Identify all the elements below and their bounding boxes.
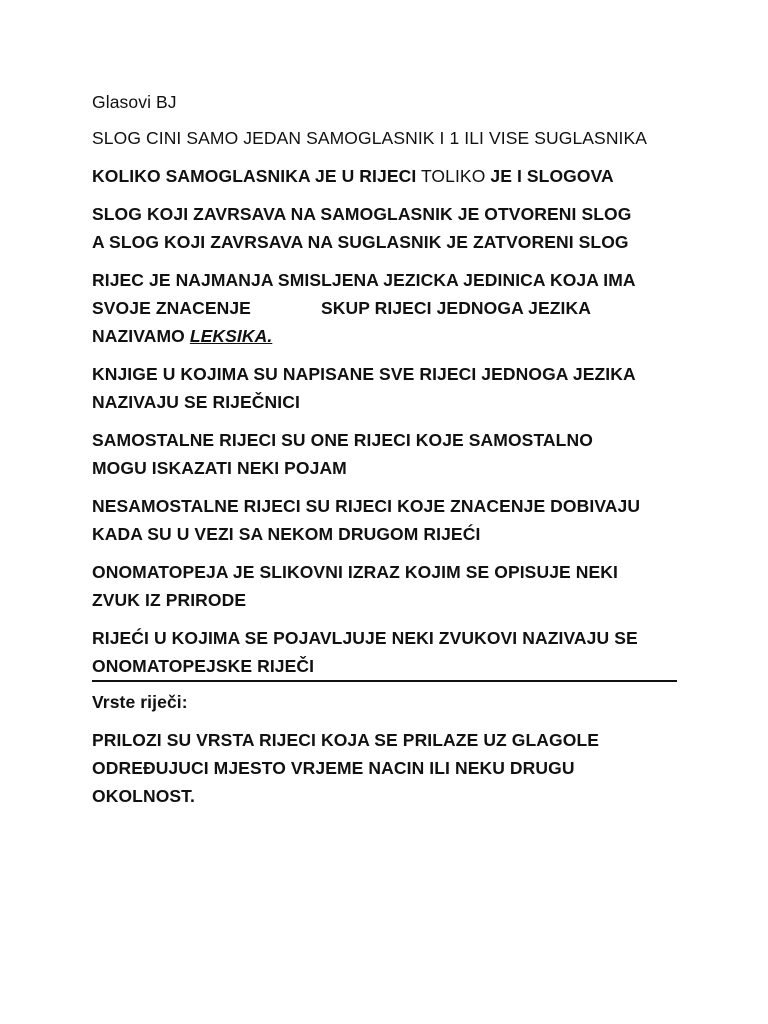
paragraph-line: A SLOG KOJI ZAVRSAVA NA SUGLASNIK JE ZATVORENI SLOG [92, 232, 629, 252]
paragraph-line: ZVUK IZ PRIRODE [92, 590, 247, 610]
paragraph-syllable-count [92, 162, 692, 190]
paragraph-text-bold-c: JE I SLOGOVA [490, 166, 614, 186]
paragraph-line: NESAMOSTALNE RIJECI SU RIJECI KOJE ZNACENJE DOBIVAJU [92, 496, 641, 516]
paragraph-line: NAZIVAMO [92, 326, 185, 346]
paragraph-line: RIJEC JE NAJMANJA SMISLJENA JEZICKA JEDINICA KOJA IMA [92, 270, 636, 290]
paragraph-independent-words [92, 426, 692, 482]
paragraph-line: MOGU ISKAZATI NEKI POJAM [92, 458, 347, 478]
paragraph-text: SLOG CINI SAMO JEDAN SAMOGLASNIK I 1 ILI VISE SUGLASNIKA [92, 128, 648, 148]
paragraph-text-normal: TOLIKO [420, 166, 486, 186]
paragraph-dictionaries [92, 360, 692, 416]
document-title [92, 88, 692, 116]
paragraph-line: SLOG KOJI ZAVRSAVA NA SAMOGLASNIK JE OTVORENI SLOG [92, 204, 632, 224]
paragraph-adverbs [92, 726, 692, 810]
paragraph-line: RIJEĆI U KOJIMA SE POJAVLJUJE NEKI ZVUKOVI NAZIVAJU SE [92, 628, 638, 648]
paragraph-line: SVOJE ZNACENJE [92, 298, 251, 318]
paragraph-text-bold-a: KOLIKO SAMOGLASNIKA JE U RIJECI [92, 166, 417, 186]
paragraph-line: SAMOSTALNE RIJECI SU ONE RIJECI KOJE SAMOSTALNO [92, 430, 593, 450]
paragraph-open-closed-syllable [92, 200, 692, 256]
paragraph-line: NAZIVAJU SE RIJEČNICI [92, 392, 300, 412]
paragraph-onomatopoeic-words [92, 624, 692, 682]
paragraph-line: KADA SU U VEZI SA NEKOM DRUGOM RIJEĆI [92, 524, 481, 544]
paragraph-word-definition [92, 266, 692, 350]
paragraph-slog-definition [92, 124, 692, 152]
paragraph-line: SKUP RIJECI JEDNOGA JEZIKA [320, 298, 591, 318]
title-text: Glasovi BJ [92, 92, 177, 112]
paragraph-line: ONOMATOPEJA JE SLIKOVNI IZRAZ KOJIM SE OPISUJE NEKI [92, 562, 618, 582]
heading-text: Vrste riječi: [92, 692, 188, 712]
paragraph-line: PRILOZI SU VRSTA RIJECI KOJA SE PRILAZE UZ GLAGOLE [92, 730, 600, 750]
paragraph-onomatopoeia [92, 558, 692, 614]
paragraph-line: ODREĐUJUCI MJESTO VRJEME NACIN ILI NEKU DRUGU [92, 758, 575, 778]
paragraph-line: ONOMATOPEJSKE RIJEČI [92, 656, 315, 676]
paragraph-line: KNJIGE U KOJIMA SU NAPISANE SVE RIJECI JEDNOGA JEZIKA [92, 364, 636, 384]
leksika-term: LEKSIKA. [189, 326, 273, 346]
section-heading-word-types [92, 688, 692, 716]
document-page [92, 88, 692, 820]
paragraph-line: OKOLNOST. [92, 786, 195, 806]
paragraph-dependent-words [92, 492, 692, 548]
underlined-line [92, 652, 677, 682]
